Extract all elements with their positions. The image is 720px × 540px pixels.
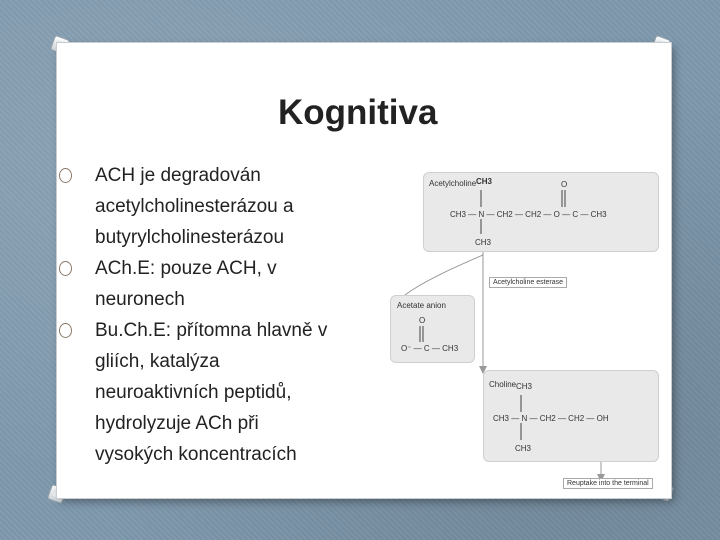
bullet-item-ach [59, 160, 359, 253]
chain-atom: CH2 [525, 210, 542, 219]
bullet-item-ache [59, 253, 359, 315]
acetylcholine-o-top: O [561, 180, 568, 189]
chain-atom: CH2 [496, 210, 513, 219]
bullet-line: ACh.E: pouze ACH, v [95, 258, 277, 279]
bullet-line: hydrolyzuje ACh při [95, 413, 259, 434]
bullet-item-buche [59, 315, 359, 470]
bullet-line: gliích, katalýza [95, 351, 220, 372]
acetylcholine-ch3-top: CH3 [476, 177, 493, 186]
acetylcholine-hydrolysis-diagram [365, 160, 668, 498]
bullet-marker-icon [59, 323, 72, 338]
bullet-marker-icon [59, 261, 72, 276]
chain-atom: CH3 [442, 344, 459, 353]
bullet-line: neuronech [95, 289, 185, 310]
reuptake-label: Reuptake into the terminal [563, 478, 653, 489]
chain-atom: C [572, 210, 579, 219]
bullet-line: neuroaktivních peptidů, [95, 382, 292, 403]
chain-atom: CH3 [450, 210, 467, 219]
slide-title: Kognitiva [278, 93, 438, 132]
chain-atom: CH3 [590, 210, 607, 219]
chain-atom: OH [596, 414, 609, 423]
choline-ch3-top: CH3 [516, 382, 533, 391]
choline-ch3-bottom: CH3 [515, 444, 532, 453]
chain-atom: CH2 [568, 414, 585, 423]
bullet-marker-icon [59, 168, 72, 183]
choline-label: Choline [489, 380, 517, 389]
chain-atom: CH2 [539, 414, 556, 423]
bullet-line: ACH je degradován [95, 165, 261, 186]
chain-atom: N [521, 414, 528, 423]
acetate-chain: O⁻ — C — CH3 [401, 344, 459, 353]
acetylcholine-chain: CH3 — N — CH2 — CH2 — O — C — CH3 [450, 210, 607, 219]
acetate-o-top: O [419, 316, 426, 325]
chain-atom: C [423, 344, 430, 353]
bullet-line: acetylcholinesterázou a [95, 196, 294, 217]
bullet-line: vysokých koncentracích [95, 444, 297, 465]
choline-chain: CH3 — N — CH2 — CH2 — OH [493, 414, 609, 423]
acetylcholine-label: Acetylcholine [429, 179, 477, 188]
chain-atom: N [478, 210, 485, 219]
acetate-anion-label: Acetate anion [397, 301, 446, 310]
bullet-line: butyrylcholinesterázou [95, 227, 285, 248]
acetylcholine-ch3-bottom: CH3 [475, 238, 492, 247]
chain-atom: O [553, 210, 560, 219]
bullet-line: Bu.Ch.E: přítomna hlavně v [95, 320, 328, 341]
chain-atom: CH3 [493, 414, 510, 423]
acetylcholine-esterase-label: Acetylcholine esterase [489, 277, 567, 288]
chain-atom: O⁻ [401, 344, 412, 353]
bullet-list [59, 160, 359, 470]
